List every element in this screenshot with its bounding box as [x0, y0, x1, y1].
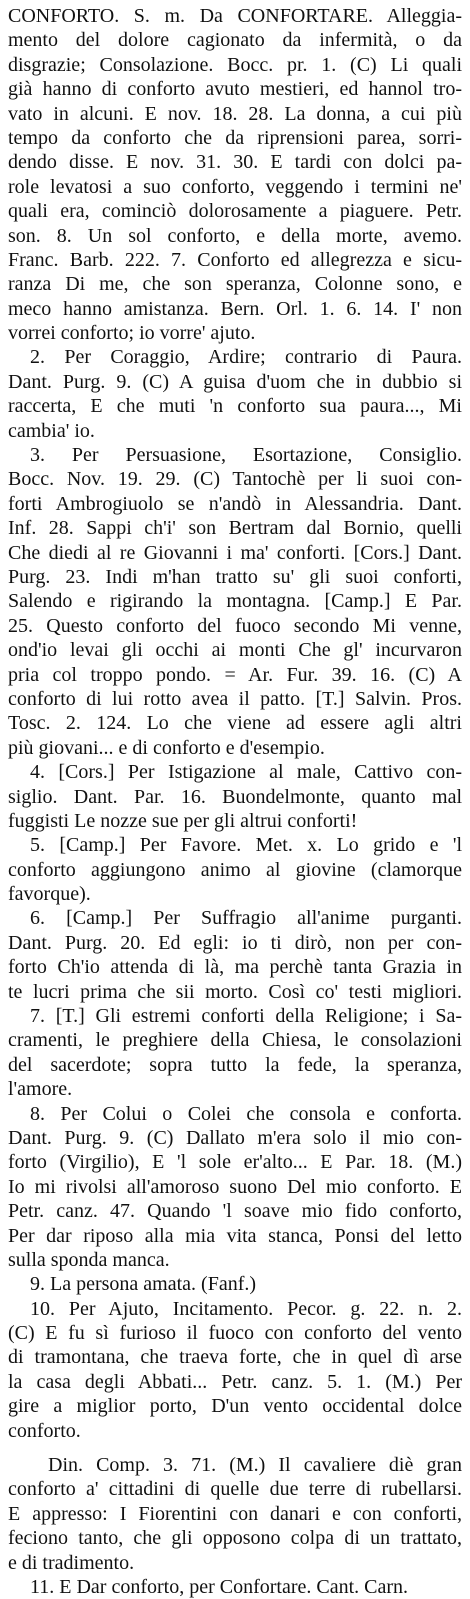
entry-line: Bocc. Nov. 19. 29. (C) Tantochè per li suoi con- [8, 468, 462, 491]
entry-line: dendo disse. E nov. 31. 30. E tardi con dolci pa- [8, 151, 462, 174]
sense-heading: 6. [Camp.] Per Suffragio all'anime purganti. [30, 907, 462, 930]
entry-line: E appresso: I Fiorentini con danari e con conforti, [8, 1502, 462, 1525]
entry-line: Dant. Purg. 20. Ed egli: io ti dirò, non per con- [8, 931, 462, 954]
sense-heading: 3. Per Persuasione, Esortazione, Consiglio. [30, 444, 462, 467]
entry-line: siglio. Dant. Par. 16. Buondelmonte, quanto mal [8, 785, 462, 808]
entry-line: forto (Virgilio), E 'l sole er'alto... E Par. 18. (M.) [8, 1151, 462, 1174]
sense-heading: 4. [Cors.] Per Istigazione al male, Cattivo con- [30, 761, 462, 784]
entry-line: mento del dolore cagionato da infermità, o da [8, 29, 462, 52]
entry-line: forto Ch'io attenda di là, ma perchè tanta Grazia in [8, 956, 462, 979]
entry-line: Purg. 23. Indi m'han tratto su' gli suoi conforti, [8, 565, 462, 588]
entry-line: Tosc. 2. 124. Lo che viene ad essere agli altri [8, 712, 462, 735]
entry-line: cambia' io. [8, 419, 95, 442]
entry-line: già hanno di conforto avuto mestieri, ed hannol tro- [8, 78, 462, 101]
entry-line: cramenti, le preghiere della Chiesa, le consolazioni [8, 1029, 462, 1052]
sense-heading: 7. [T.] Gli estremi conforti della Religione; i Sa- [30, 1005, 462, 1028]
entry-line: role levatosi a suo conforto, veggendo i termini ne' [8, 175, 462, 198]
entry-line: Io mi rivolsi all'amoroso suono Del mio conforto. E [8, 1175, 462, 1198]
sense-heading: 11. E Dar conforto, per Confortare. Cant. Carn. [30, 1576, 409, 1598]
entry-line: pria col troppo pondo. = Ar. Fur. 39. 16. (C) A [8, 663, 462, 686]
sense-heading: 10. Per Ajuto, Incitamento. Pecor. g. 22. n. 2. [30, 1297, 462, 1320]
entry-line: vato in alcuni. E nov. 18. 28. La donna, a cui più [8, 102, 462, 125]
entry-line: ranza Di me, che son speranza, Colonne sono, e [8, 273, 462, 296]
entry-line: Dant. Purg. 9. (C) Dallato m'era solo il mio con- [8, 1126, 462, 1149]
entry-line: gire a miglior porto, D'un vento occidental dolce [8, 1395, 462, 1418]
entry-line: (C) E fu sì furioso il fuoco con conforto del vento [8, 1322, 462, 1345]
entry-line: Per dar riposo alla mia vita stanca, Ponsi del letto [8, 1224, 462, 1247]
entry-line: Franc. Barb. 222. 7. Conforto ed allegrezza e sicu- [8, 248, 462, 271]
entry-line: e di tradimento. [8, 1551, 135, 1574]
entry-line: di tramontana, che traeva forte, che in quel dì arse [8, 1346, 462, 1369]
entry-line: conforto a' cittadini di quelle due terre di rubellarsi. [8, 1478, 462, 1501]
entry-line: son. 8. Un sol conforto, e della morte, avemo. [8, 224, 462, 247]
sense-heading: 8. Per Colui o Colei che consola e conforta. [30, 1102, 462, 1125]
sense-heading: 5. [Camp.] Per Favore. Met. x. Lo grido e 'l [30, 834, 462, 857]
entry-line: te lucri prima che sii morto. Così co' testi migliori. [8, 980, 462, 1003]
entry-line: tempo da conforto che da riprensioni parea, sorri- [8, 126, 462, 149]
entry-line: Salendo e rigirando la montagna. [Camp.] E Par. [8, 590, 462, 613]
entry-line: l'amore. [8, 1078, 73, 1101]
entry-line: favorque). [8, 883, 91, 906]
entry-line: Petr. canz. 47. Quando 'l soave mio fido conforto, [8, 1200, 462, 1223]
entry-line: Che diedi al re Giovanni i ma' conforti. [Cors.] Dant. [8, 541, 462, 564]
entry-line: conforto di lui rotto avea il patto. [T.] Salvin. Pros. [8, 687, 462, 710]
entry-line: Dant. Purg. 9. (C) A guisa d'uom che in dubbio si [8, 370, 462, 393]
entry-line: CONFORTO. S. m. Da CONFORTARE. Alleggia- [8, 5, 462, 27]
entry-line: raccerta, E che muti 'n conforto sua paura..., Mi [8, 395, 462, 418]
entry-line: meco hanno amistanza. Bern. Orl. 1. 6. 14. I' non [8, 297, 462, 320]
entry-line: forti Ambrogiuolo se n'andò in Alessandria. Dant. [8, 492, 462, 515]
citation-line: Din. Comp. 3. 71. (M.) Il cavaliere diè gran [48, 1454, 462, 1477]
entry-line: conforto aggiungono animo al giovine (clamorque [8, 858, 462, 881]
entry-line: sulla sponda manca. [8, 1248, 170, 1271]
entry-line: feciono tanto, che gli opposono colpa di un trattato, [8, 1527, 462, 1550]
entry-line: ond'io levai gli occhi ai monti Che gl' incurvaron [8, 639, 462, 662]
entry-line: conforto. [8, 1419, 81, 1442]
entry-line: quali era, cominciò dolorosamente a piaguere. Petr. [8, 200, 462, 223]
entry-line: Inf. 28. Sappi ch'i' son Bertram dal Bornio, quelli [8, 517, 462, 540]
entry-line: fuggisti Le nozze sue per gli altrui conforti! [8, 809, 358, 832]
entry-line: la casa degli Abbati... Petr. canz. 5. 1. (M.) Per [8, 1370, 462, 1393]
entry-line: 25. Questo conforto del fuoco secondo Mi venne, [8, 614, 462, 637]
entry-line: vorrei conforto; io vorre' ajuto. [8, 322, 256, 345]
sense-heading: 2. Per Coraggio, Ardire; contrario di Paura. [30, 346, 462, 369]
entry-line: disgrazie; Consolazione. Bocc. pr. 1. (C) Li quali [8, 53, 462, 76]
entry-line: del sacerdote; sopra tutto la fede, la speranza, [8, 1053, 462, 1076]
entry-line: più giovani... e di conforto e d'esempio. [8, 736, 325, 759]
sense-heading: 9. La persona amata. (Fanf.) [30, 1273, 257, 1296]
